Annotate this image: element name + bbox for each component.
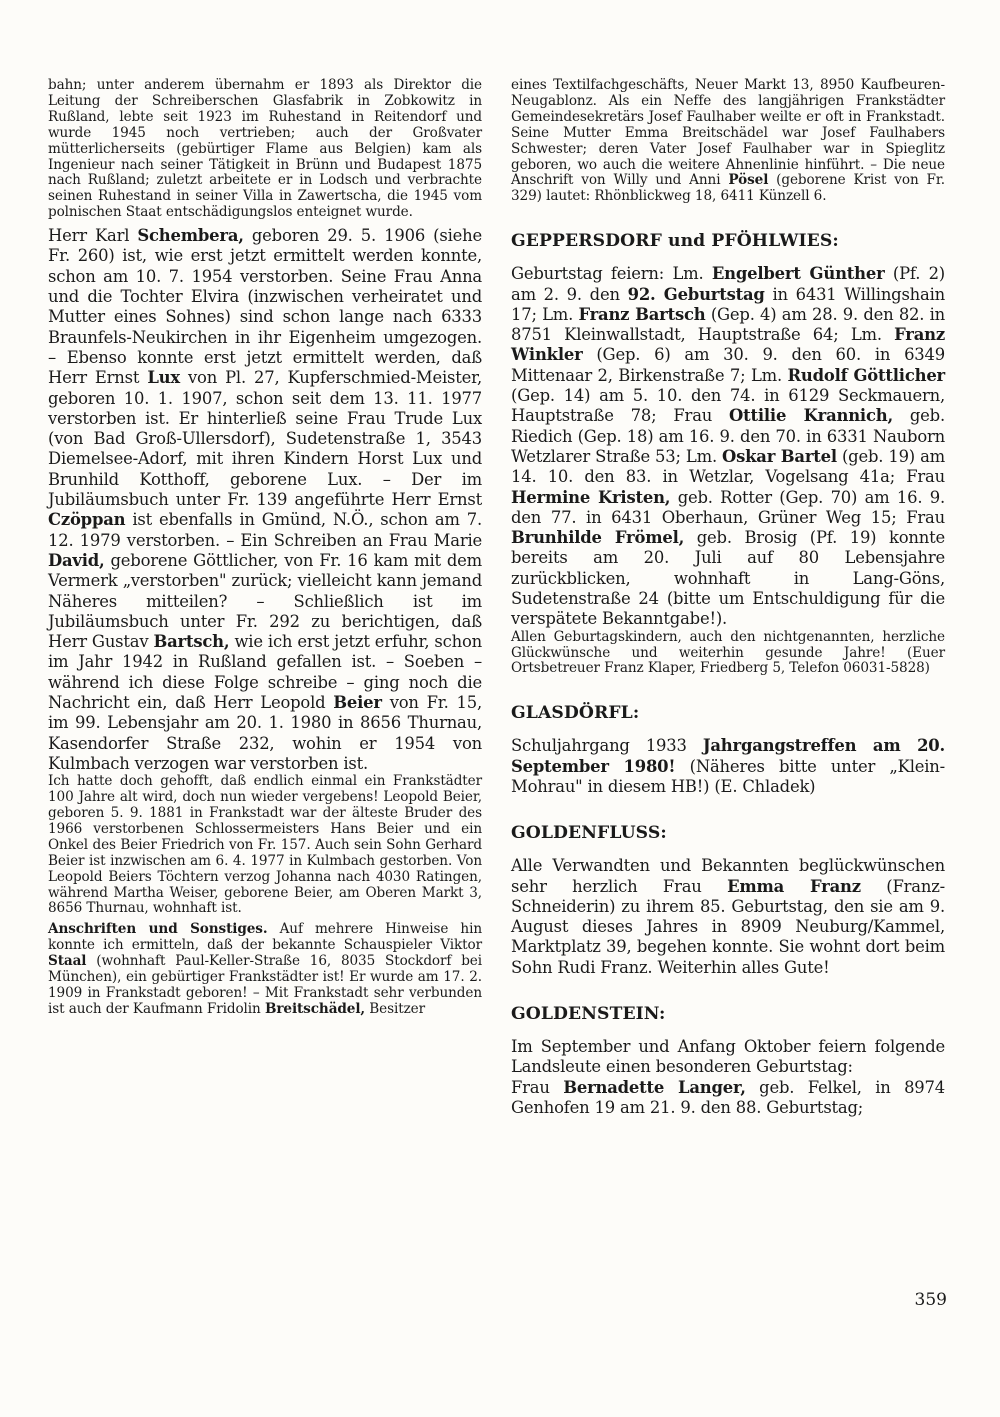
section-heading-goldenfluss: GOLDENFLUSS: xyxy=(511,823,667,844)
highlight-92-birthday: 92. Geburtstag xyxy=(627,284,765,304)
left-column xyxy=(48,78,482,1018)
paragraph-leopold-beier: Ich hatte doch gehofft, daß endlich einmal ein Frankstädter 100 Jahre alt wird, doch nun wieder vergebens! Leopold Beier, geboren 5. 9. 1881 in Frankstadt war der älteste Bruder des 1966 verstorbenen Schlossermeisters Hans Beier und ein Onkel des Beier Friedrich von Fr. 157. Auch sein Sohn Gerhard Beier ist inzwischen am 6. 4. 1977 in Kulmbach gestorben. Von Leopold Beiers Töchtern verzog Johanna nach 4030 Ratingen, während Martha Weiser, geborene Beier, am Oberen Markt 3, 8656 Thurnau, wohnhaft ist. xyxy=(48,773,482,917)
name-czoeppan: Czöppan xyxy=(48,510,126,530)
name-lux: Lux xyxy=(147,368,180,388)
name-bartsch: Bartsch, xyxy=(153,632,230,652)
name-froemel: Brunhilde Frömel, xyxy=(511,528,685,548)
paragraph-geppersdorf-greetings: Allen Geburtagskindern, auch den nichtgenannten, herzliche Glückwünsche und weiterhin gesunde Jahre! (Euer Ortsbetreuer Franz Klaper, Friedberg 5, Telefon 06031-5828) xyxy=(511,628,945,677)
name-schembera: Schembera, xyxy=(137,226,244,246)
section-heading-glasdoerfl: GLASDÖRFL: xyxy=(511,703,640,724)
name-guenther: Engelbert Günther xyxy=(711,264,885,284)
name-bartel: Oskar Bartel xyxy=(722,446,837,466)
name-poesel: Pösel xyxy=(728,172,769,189)
name-breitschaedel: Breitschädel, xyxy=(264,1000,366,1017)
paragraph-death-notices: Herr Karl Schembera, geboren 29. 5. 1906 (siehe Fr. 260) ist, wie erst jetzt ermittelt werden konnte, schon am 10. 7. 1954 verstorben. Seine Frau Anna und die Tochter Elvira (inzwischen verheiratet und Mutter eines Sohnes) sind schon lange nach 6333 Braunfels-Neukirchen in ihr Eigenheim umgezogen. – Ebenso konnte erst jetzt ermittelt werden, daß Herr Ernst Lux von Pl. 27, Kupferschmied-Meister, geboren 10. 1. 1907, schon seit dem 13. 11. 1977 verstorben ist. Er hinterließ seine Frau Trude Lux (von Bad Groß-Ullersdorf), Sudetenstraße 1, 3543 Diemelsee-Adorf, mit ihren Kindern Horst Lux und Brunhild Kotthoff, geborene Lux. – Der im Jubiläumsbuch unter Fr. 139 angeführte Herr Ernst Czöppan ist ebenfalls in Gmünd, N.Ö., schon am 7. 12. 1979 verstorben. – Ein Schreiben an Frau Marie David, geborene Göttlicher, von Fr. 16 kam mit dem Vermerk „verstorben" zurück; vielleicht kann jemand Näheres mitteilen? – Schließlich ist im Jubiläumsbuch unter Fr. 292 zu berichtigen, daß Herr Gustav Bartsch, wie ich erst jetzt erfuhr, schon im Jahr 1942 in Rußland gefallen ist. – Soeben – während ich diese Folge schreibe – ging noch die Nachricht ein, daß Herr Leopold Beier von Fr. 15, im 99. Lebensjahr am 20. 1. 1980 in 8656 Thurnau, Kasendorfer Straße 232, wohin er 1954 von Kulmbach verzogen war verstorben ist. xyxy=(48,226,482,773)
name-krannich: Ottilie Krannich, xyxy=(729,406,893,426)
subheading-anschriften: Anschriften und Sonstiges. xyxy=(48,921,268,938)
name-winkler: Franz Winkler xyxy=(511,325,945,365)
section-heading-goldenstein: GOLDENSTEIN: xyxy=(511,1003,666,1024)
highlight-jahrgangstreffen: Jahrgangstreffen am 20. September 1980! xyxy=(511,736,945,776)
paragraph-goldenstein-intro: Im September und Anfang Oktober feiern folgende Landsleute einen besonderen Geburtstag: xyxy=(511,1036,945,1077)
paragraph-goldenfluss: Alle Verwandten und Bekannten beglückwünschen sehr herzlich Frau Emma Franz (Franz-Schneiderin) zu ihrem 85. Geburtstag, den sie am 9. August dieses Jahres in 8909 Neuburg/Kammel, Marktplatz 39, begehen konnte. Sie wohnt dort beim Sohn Rudi Franz. Weiterhin alles Gute! xyxy=(511,856,945,977)
paragraph-goldenstein-langer: Frau Bernadette Langer, geb. Felkel, in 8974 Genhofen 19 am 21. 9. den 88. Geburtstag; xyxy=(511,1077,945,1117)
name-david: David, xyxy=(48,550,105,570)
paragraph-anschriften: Anschriften und Sonstiges. Auf mehrere Hinweise hin konnte ich ermitteln, daß der bekannte Schauspieler Viktor Staal (wohnhaft Paul-Keller-Straße 16, 8035 Stockdorf bei München), ein gebürtiger Frankstädter ist! Er wurde am 17. 2. 1909 in Frankstadt geboren! – Mit Frankstadt sehr verbunden ist auch der Kaufmann Fridolin Breitschädel, Besitzer xyxy=(48,921,482,1017)
paragraph-glasdoerfl: Schuljahrgang 1933 Jahrgangstreffen am 20. September 1980! (Näheres bitte unter „Klein-Mohrau" in diesem HB!) (E. Chladek) xyxy=(511,736,945,796)
name-emma-franz: Emma Franz xyxy=(727,876,861,896)
paragraph-geppersdorf-birthdays: Geburtstag feiern: Lm. Engelbert Günther (Pf. 2) am 2. 9. den 92. Geburtstag in 6431 Willingshain 17; Lm. Franz Bartsch (Gep. 4) am 28. 9. den 82. in 8751 Kleinwallstadt, Hauptstraße 64; Lm. Franz Winkler (Gep. 6) am 30. 9. den 60. in 6349 Mittenaar 2, Birkenstraße 7; Lm. Rudolf Göttlicher (Gep. 14) am 5. 10. den 74. in 6129 Seckmauern, Hauptstraße 78; Frau Ottilie Krannich, geb. Riedich (Gep. 18) am 16. 9. den 70. in 6331 Nauborn Wetzlarer Straße 53; Lm. Oskar Bartel (geb. 19) am 14. 10. den 83. in Wetzlar, Vogelsang 41a; Frau Hermine Kristen, geb. Rotter (Gep. 70) am 16. 9. den 77. in 6431 Oberhaun, Grüner Weg 15; Frau Brunhilde Frömel, geb. Brosig (Pf. 19) konnte bereits am 20. Juli auf 80 Lebensjahre zurückblicken, wohnhaft in Lang-Göns, Sudetenstraße 24 (bitte um Entschuldigung für die verspätete Bekanntgabe!). xyxy=(511,264,946,629)
paragraph-schreiber-glasfabrik: bahn; unter anderem übernahm er 1893 als Direktor die Leitung der Schreiberschen Glasfabrik in Zobkowitz in Rußland, lebte seit 1923 im Ruhestand in Reitendorf und wurde 1945 noch vertrieben; auch der Großvater mütterlicherseits (gebürtiger Flame aus Belgien) kam als Ingenieur nach seiner Tätigkeit in Brünn und Budapest 1875 nach Rußland; zuletzt arbeitete er in Lodsch und verbrachte seinen Ruhestand in seiner Villa in Zawertscha, die 1945 vom polnischen Staat entschädigungslos enteignet wurde. xyxy=(48,77,482,221)
paragraph-breitschaedel-continued: eines Textilfachgeschäfts, Neuer Markt 13, 8950 Kaufbeuren-Neugablonz. Als ein Neffe des langjährigen Frankstädter Gemeindesekretärs Josef Faulhaber weilte er oft in Frankstadt. Seine Mutter Emma Breitschädel war Josef Faulhabers Schwester; deren Vater Josef Faulhaber war in Spieglitz geboren, wo auch die weitere Ahnenlinie hinführt. – Die neue Anschrift von Willy und Anni Pösel (geborene Krist von Fr. 329) lautet: Rhönblickweg 18, 6411 Künzell 6. xyxy=(511,77,945,205)
right-column xyxy=(511,78,945,1118)
name-staal: Staal xyxy=(48,953,87,970)
section-heading-geppersdorf: GEPPERSDORF und PFÖHLWIES: xyxy=(511,231,839,252)
page-number: 359 xyxy=(914,1290,947,1310)
name-goettlicher: Rudolf Göttlicher xyxy=(787,365,945,385)
name-franz-bartsch: Franz Bartsch xyxy=(578,304,706,324)
name-beier: Beier xyxy=(333,692,382,712)
name-langer: Bernadette Langer, xyxy=(563,1077,746,1097)
name-kristen: Hermine Kristen, xyxy=(511,487,671,507)
